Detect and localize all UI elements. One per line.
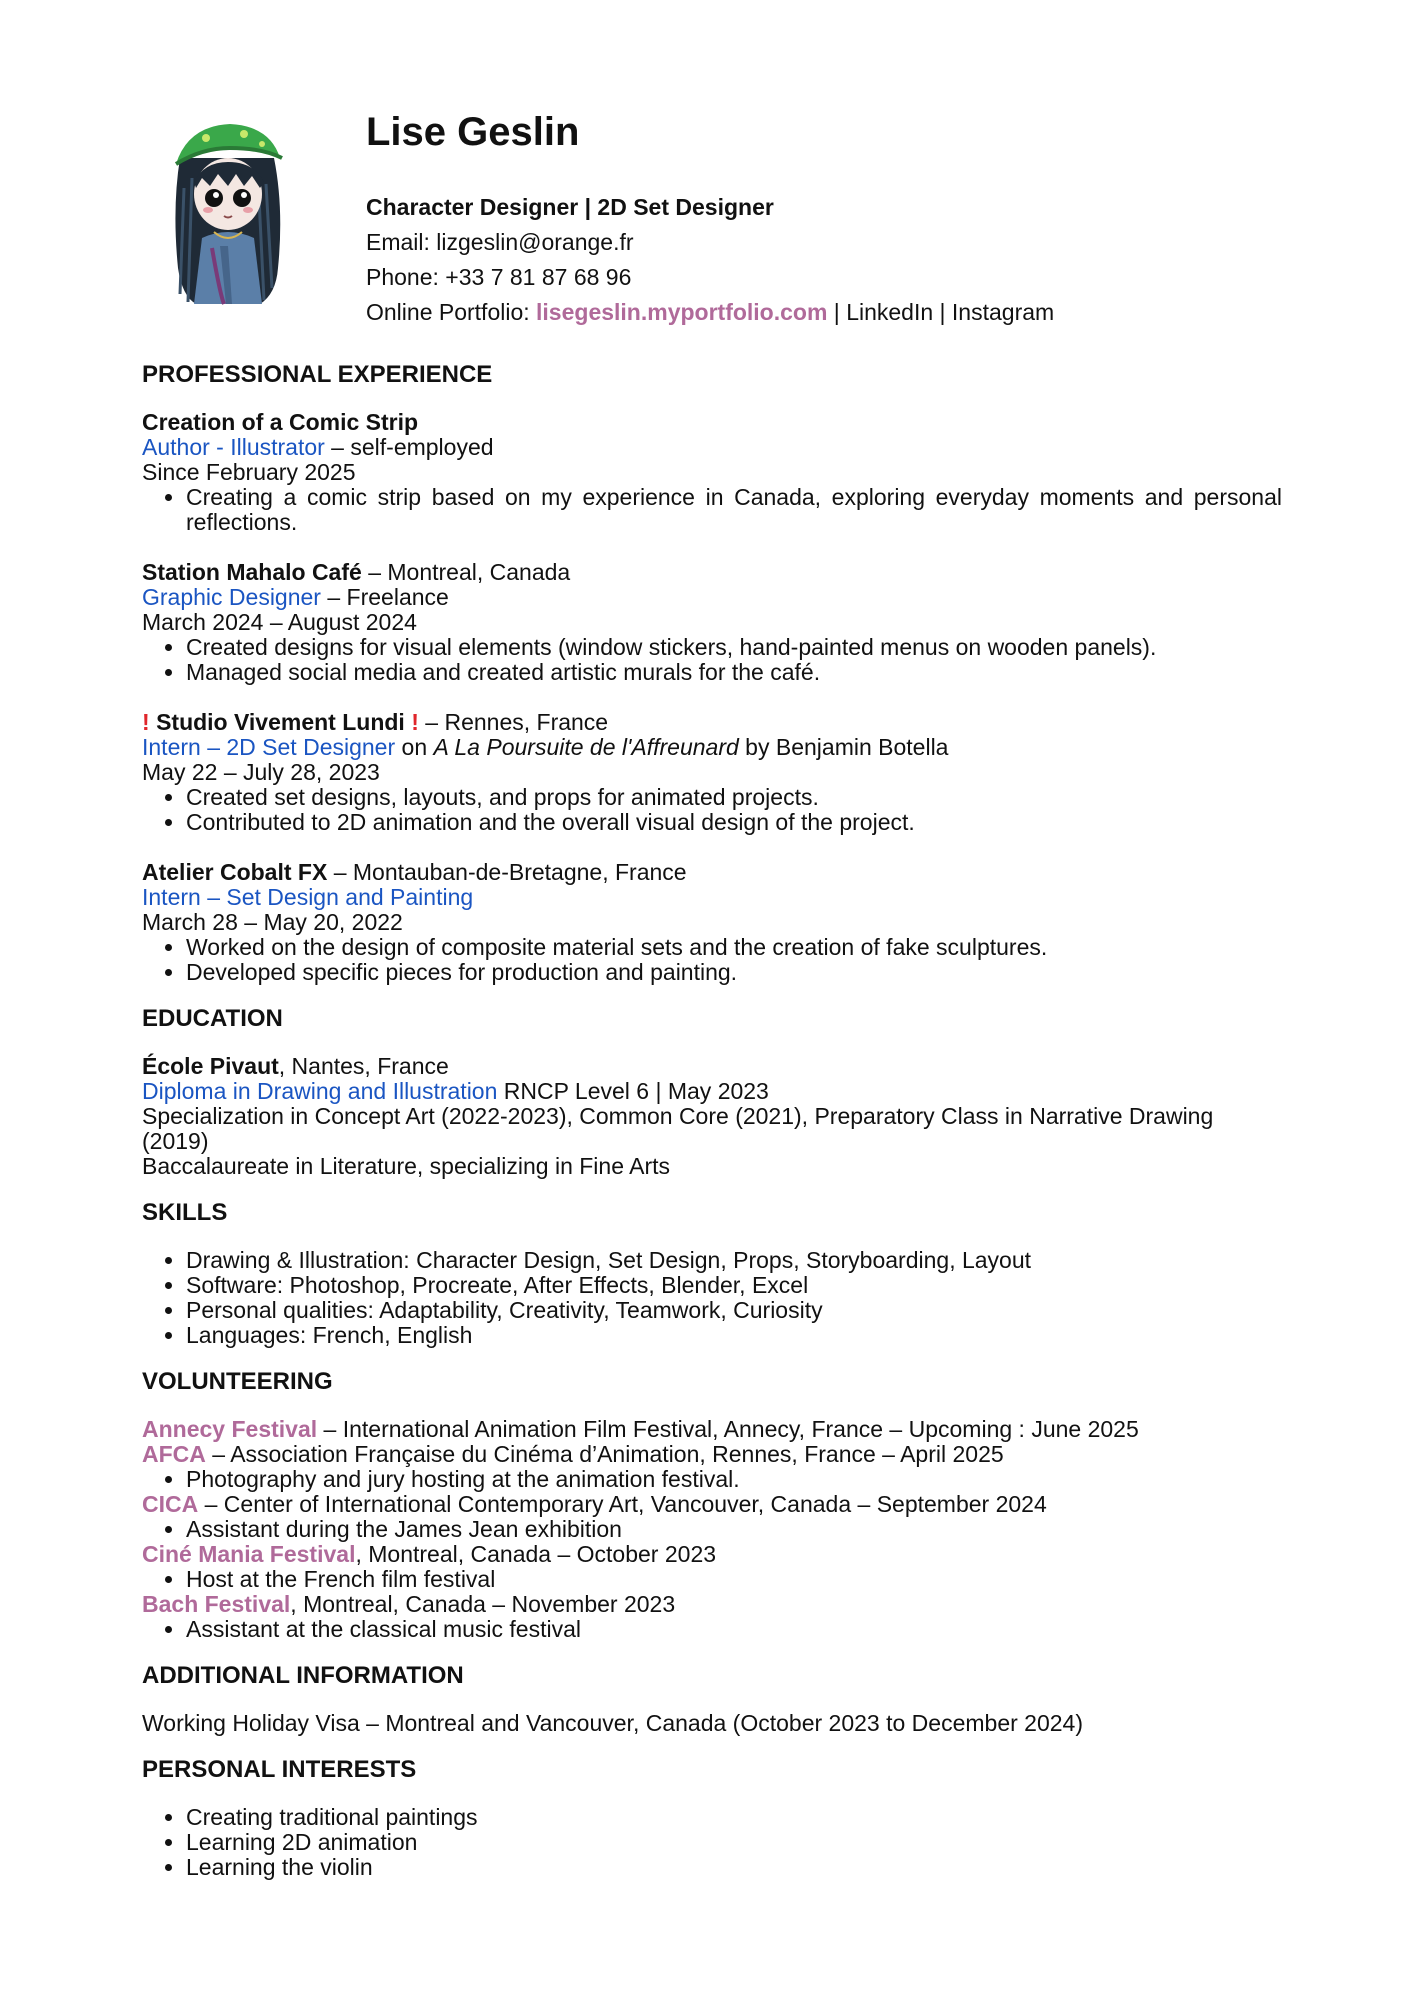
section-title: SKILLS xyxy=(142,1199,228,1226)
exclamation-mark: ! xyxy=(142,709,150,735)
list-item: • Assistant at the classical music festival xyxy=(186,1617,1282,1642)
phone-line xyxy=(366,260,1054,295)
entry-org-line xyxy=(142,710,1282,735)
list-item: • Drawing & Illustration: Character Design, Set Design, Props, Storyboarding, Layout xyxy=(186,1248,1282,1273)
entry-dates: May 22 – July 28, 2023 xyxy=(142,759,380,785)
entry-org-suffix: – Montreal, Canada xyxy=(361,559,571,585)
entry-org-line xyxy=(142,860,1282,885)
additional-text: Working Holiday Visa – Montreal and Vancouver, Canada (October 2023 to December 2024) xyxy=(142,1710,1083,1736)
interests-section xyxy=(142,1755,1282,1880)
list-item: • Learning 2D animation xyxy=(186,1830,1282,1855)
section-title: VOLUNTEERING xyxy=(142,1368,333,1395)
volunteer-org: AFCA xyxy=(142,1441,206,1467)
section-title: ADDITIONAL INFORMATION xyxy=(142,1662,464,1689)
volunteer-detail: – Association Française du Cinéma d’Animation, Rennes, France – April 2025 xyxy=(205,1441,1004,1467)
section-title: PERSONAL INTERESTS xyxy=(142,1756,417,1783)
skills-section xyxy=(142,1198,1282,1348)
volunteer-detail: – International Animation Film Festival, Annecy, France – Upcoming : June 2025 xyxy=(317,1416,1139,1442)
list-item: • Host at the French film festival xyxy=(186,1567,1282,1592)
skills-list xyxy=(142,1248,1282,1348)
entry-org-suffix: – Rennes, France xyxy=(418,709,609,735)
entry-role: Graphic Designer xyxy=(142,584,321,610)
entry-role-suffix: – Freelance xyxy=(320,584,449,610)
diploma-name: Diploma in Drawing and Illustration xyxy=(142,1078,498,1104)
contact-block xyxy=(366,190,1054,330)
email-label: Email: xyxy=(366,229,437,255)
volunteer-entry xyxy=(142,1542,1282,1567)
volunteer-org: Annecy Festival xyxy=(142,1416,318,1442)
list-item: • Software: Photoshop, Procreate, After Effects, Blender, Excel xyxy=(186,1273,1282,1298)
entry-dates: March 28 – May 20, 2022 xyxy=(142,909,403,935)
email-line xyxy=(366,225,1054,260)
diploma-detail: RNCP Level 6 | May 2023 xyxy=(497,1078,769,1104)
volunteer-entry xyxy=(142,1592,1282,1617)
entry-role-line xyxy=(142,435,1282,460)
entry-org-line xyxy=(142,560,1282,585)
list-item: • Languages: French, English xyxy=(186,1323,1282,1348)
email-link[interactable]: lizgeslin@orange.fr xyxy=(436,229,634,255)
experience-entry xyxy=(142,410,1282,535)
school-location: , Nantes, France xyxy=(278,1053,449,1079)
exclamation-mark: ! xyxy=(411,709,419,735)
entry-role-line xyxy=(142,735,1282,760)
linkedin-link[interactable]: LinkedIn xyxy=(846,299,934,325)
volunteer-bullets xyxy=(142,1467,1282,1492)
list-item: • Contributed to 2D animation and the overall visual design of the project. xyxy=(186,810,1282,835)
baccalaureate: Baccalaureate in Literature, specializing in Fine Arts xyxy=(142,1153,671,1179)
entry-role: Author - Illustrator xyxy=(142,434,325,460)
phone-label: Phone: xyxy=(366,264,446,290)
portfolio-line xyxy=(366,295,1054,330)
entry-bullets xyxy=(142,485,1282,535)
entry-org-suffix: – Montauban-de-Bretagne, France xyxy=(327,859,687,885)
list-item: • Photography and jury hosting at the animation festival. xyxy=(186,1467,1282,1492)
volunteer-bullets xyxy=(142,1617,1282,1642)
volunteer-entry xyxy=(142,1442,1282,1467)
list-item: • Developed specific pieces for production and painting. xyxy=(186,960,1282,985)
entry-bullets xyxy=(142,935,1282,985)
entry-dates: Since February 2025 xyxy=(142,459,356,485)
list-item: • Assistant during the James Jean exhibition xyxy=(186,1517,1282,1542)
entry-bullets xyxy=(142,785,1282,835)
diploma-line xyxy=(142,1079,1282,1104)
project-title: A La Poursuite de l'Affreunard xyxy=(433,734,739,760)
volunteer-bullets xyxy=(142,1517,1282,1542)
list-item: • Managed social media and created artistic murals for the café. xyxy=(186,660,1282,685)
volunteer-entry xyxy=(142,1492,1282,1517)
entry-bullets xyxy=(142,635,1282,685)
entry-org: Station Mahalo Café xyxy=(142,559,362,585)
link-separator: | xyxy=(827,299,847,325)
list-item: • Learning the violin xyxy=(186,1855,1282,1880)
experience-entry xyxy=(142,710,1282,835)
list-item: • Creating a comic strip based on my experience in Canada, exploring everyday moments and personal reflections. xyxy=(186,485,1282,535)
entry-role-line xyxy=(142,585,1282,610)
specialization: Specialization in Concept Art (2022-2023), Common Core (2021), Preparatory Class in Narrative Drawing (2019) xyxy=(142,1103,1214,1154)
list-item: • Worked on the design of composite material sets and the creation of fake sculptures. xyxy=(186,935,1282,960)
entry-dates: March 2024 – August 2024 xyxy=(142,609,417,635)
volunteer-bullets xyxy=(142,1567,1282,1592)
portfolio-label: Online Portfolio: xyxy=(366,299,537,325)
experience-entry xyxy=(142,560,1282,685)
volunteer-detail: – Center of International Contemporary Art, Vancouver, Canada – September 2024 xyxy=(198,1491,1047,1517)
list-item: • Personal qualities: Adaptability, Creativity, Teamwork, Curiosity xyxy=(186,1298,1282,1323)
experience-section xyxy=(142,360,1282,985)
entry-org: Atelier Cobalt FX xyxy=(142,859,328,885)
volunteer-org: Bach Festival xyxy=(142,1591,291,1617)
entry-role: Intern – Set Design and Painting xyxy=(142,884,474,910)
list-item: • Creating traditional paintings xyxy=(186,1805,1282,1830)
resume-content xyxy=(142,360,1282,1899)
volunteer-entry xyxy=(142,1417,1282,1442)
project-by: by Benjamin Botella xyxy=(738,734,949,760)
volunteer-detail: , Montreal, Canada – October 2023 xyxy=(355,1541,717,1567)
phone-number: +33 7 81 87 68 96 xyxy=(445,264,632,290)
interests-list xyxy=(142,1805,1282,1880)
entry-role: Intern – 2D Set Designer xyxy=(142,734,396,760)
entry-org: Creation of a Comic Strip xyxy=(142,409,419,435)
volunteer-org: CICA xyxy=(142,1491,199,1517)
job-title: Character Designer | 2D Set Designer xyxy=(366,194,774,220)
list-item: • Created set designs, layouts, and props for animated projects. xyxy=(186,785,1282,810)
portfolio-link[interactable]: lisegeslin.myportfolio.com xyxy=(536,299,828,325)
school-line xyxy=(142,1054,1282,1079)
list-item: • Created designs for visual elements (window stickers, hand-painted menus on wooden panels). xyxy=(186,635,1282,660)
volunteer-detail: , Montreal, Canada – November 2023 xyxy=(290,1591,676,1617)
instagram-link[interactable]: Instagram xyxy=(951,299,1055,325)
school-name: École Pivaut xyxy=(142,1053,279,1079)
link-separator: | xyxy=(933,299,952,325)
volunteering-section xyxy=(142,1367,1282,1642)
section-title: EDUCATION xyxy=(142,1005,283,1032)
entry-org: Studio Vivement Lundi xyxy=(156,709,405,735)
entry-role-suffix: – self-employed xyxy=(324,434,494,460)
entry-role-on: on xyxy=(395,734,434,760)
experience-entry xyxy=(142,860,1282,985)
avatar xyxy=(158,118,298,308)
additional-section xyxy=(142,1661,1282,1736)
section-title: PROFESSIONAL EXPERIENCE xyxy=(142,361,493,388)
candidate-name: Lise Geslin xyxy=(366,110,580,154)
volunteer-org: Ciné Mania Festival xyxy=(142,1541,356,1567)
education-section xyxy=(142,1004,1282,1179)
